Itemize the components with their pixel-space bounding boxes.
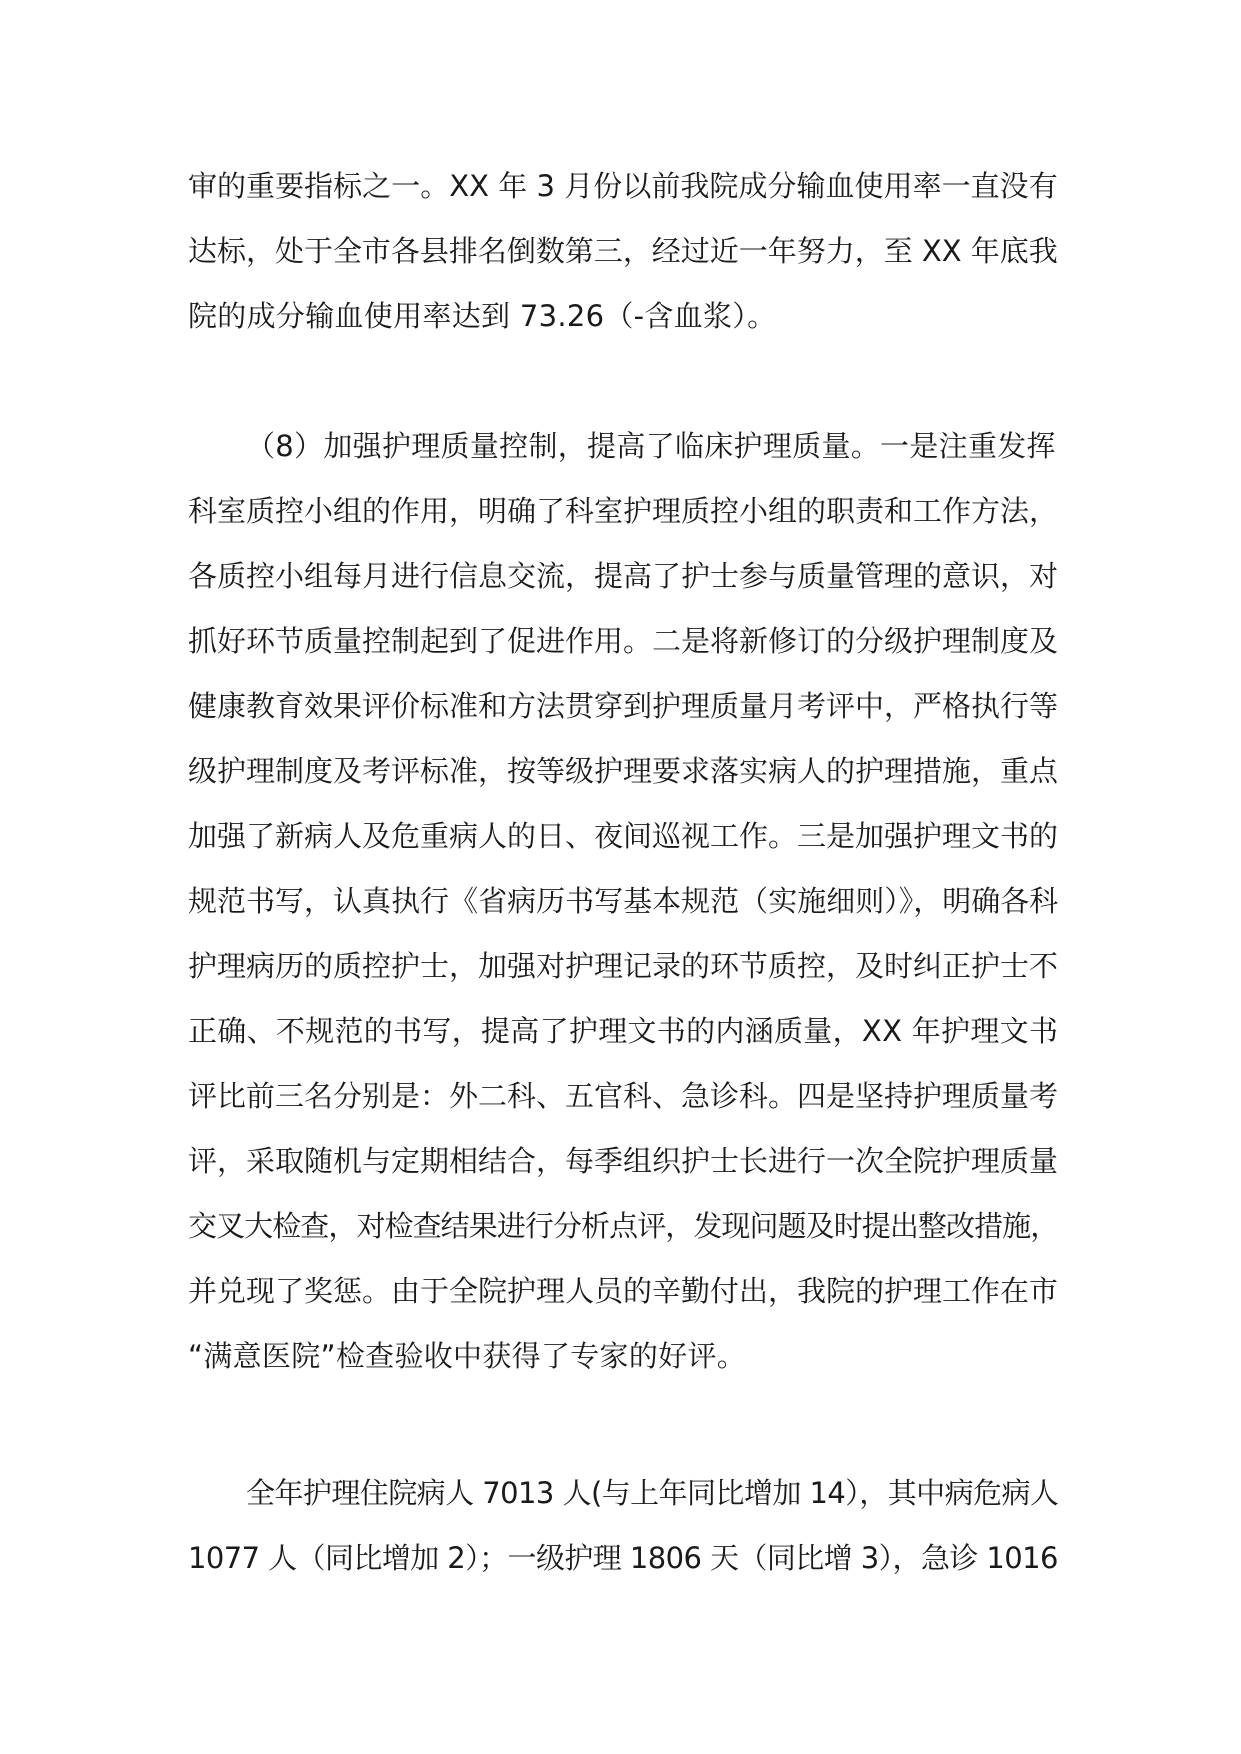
text-line: 1077 人（同比增加 2）；一级护理 1806 天（同比增 3），急诊 1016 (188, 1541, 1058, 1575)
text-line: 全年护理住院病人 7013 人(与上年同比增加 14），其中病危病人 (246, 1476, 1059, 1510)
text-line: 各质控小组每月进行信息交流，提高了护士参与质量管理的意识，对 (188, 559, 1059, 593)
paragraph-nursing-quality (188, 414, 1058, 1389)
text-line: 抓好环节质量控制起到了促进作用。二是将新修订的分级护理制度及 (188, 624, 1059, 658)
text-line: 评，采取随机与定期相结合，每季组织护士长进行一次全院护理质量 (188, 1144, 1059, 1178)
text-line: 交叉大检查，对检查结果进行分析点评，发现问题及时提出整改措施， (188, 1209, 1059, 1243)
text-line: 科室质控小组的作用，明确了科室护理质控小组的职责和工作方法， (188, 494, 1059, 528)
text-line: 并兑现了奖惩。由于全院护理人员的辛勤付出，我院的护理工作在市 (188, 1274, 1059, 1308)
text-line: 健康教育效果评价标准和方法贯穿到护理质量月考评中，严格执行等 (188, 689, 1059, 723)
text-line: 规范书写，认真执行《省病历书写基本规范（实施细则）》，明确各科 (188, 884, 1059, 918)
text-line: （8）加强护理质量控制，提高了临床护理质量。一是注重发挥 (246, 429, 1056, 463)
text-line: 院的成分输血使用率达到 73.26（-含血浆）。 (188, 299, 777, 333)
text-line: 护理病历的质控护士，加强对护理记录的环节质控，及时纠正护士不 (188, 949, 1059, 983)
text-line: 达标，处于全市各县排名倒数第三，经过近一年努力，至 XX 年底我 (188, 234, 1058, 268)
paragraph-annual-statistics (188, 1461, 1058, 1591)
text-line: 审的重要指标之一。XX 年 3 月份以前我院成分输血使用率一直没有 (188, 169, 1058, 203)
text-line: 正确、不规范的书写，提高了护理文书的内涵质量，XX 年护理文书 (188, 1014, 1059, 1048)
paragraph-transfusion-rate (188, 154, 1058, 349)
text-line: 级护理制度及考评标准，按等级护理要求落实病人的护理措施，重点 (188, 754, 1059, 788)
text-line: 评比前三名分别是：外二科、五官科、急诊科。四是坚持护理质量考 (188, 1079, 1059, 1113)
text-line: “满意医院”检查验收中获得了专家的好评。 (188, 1339, 747, 1373)
text-line: 加强了新病人及危重病人的日、夜间巡视工作。三是加强护理文书的 (188, 819, 1059, 853)
